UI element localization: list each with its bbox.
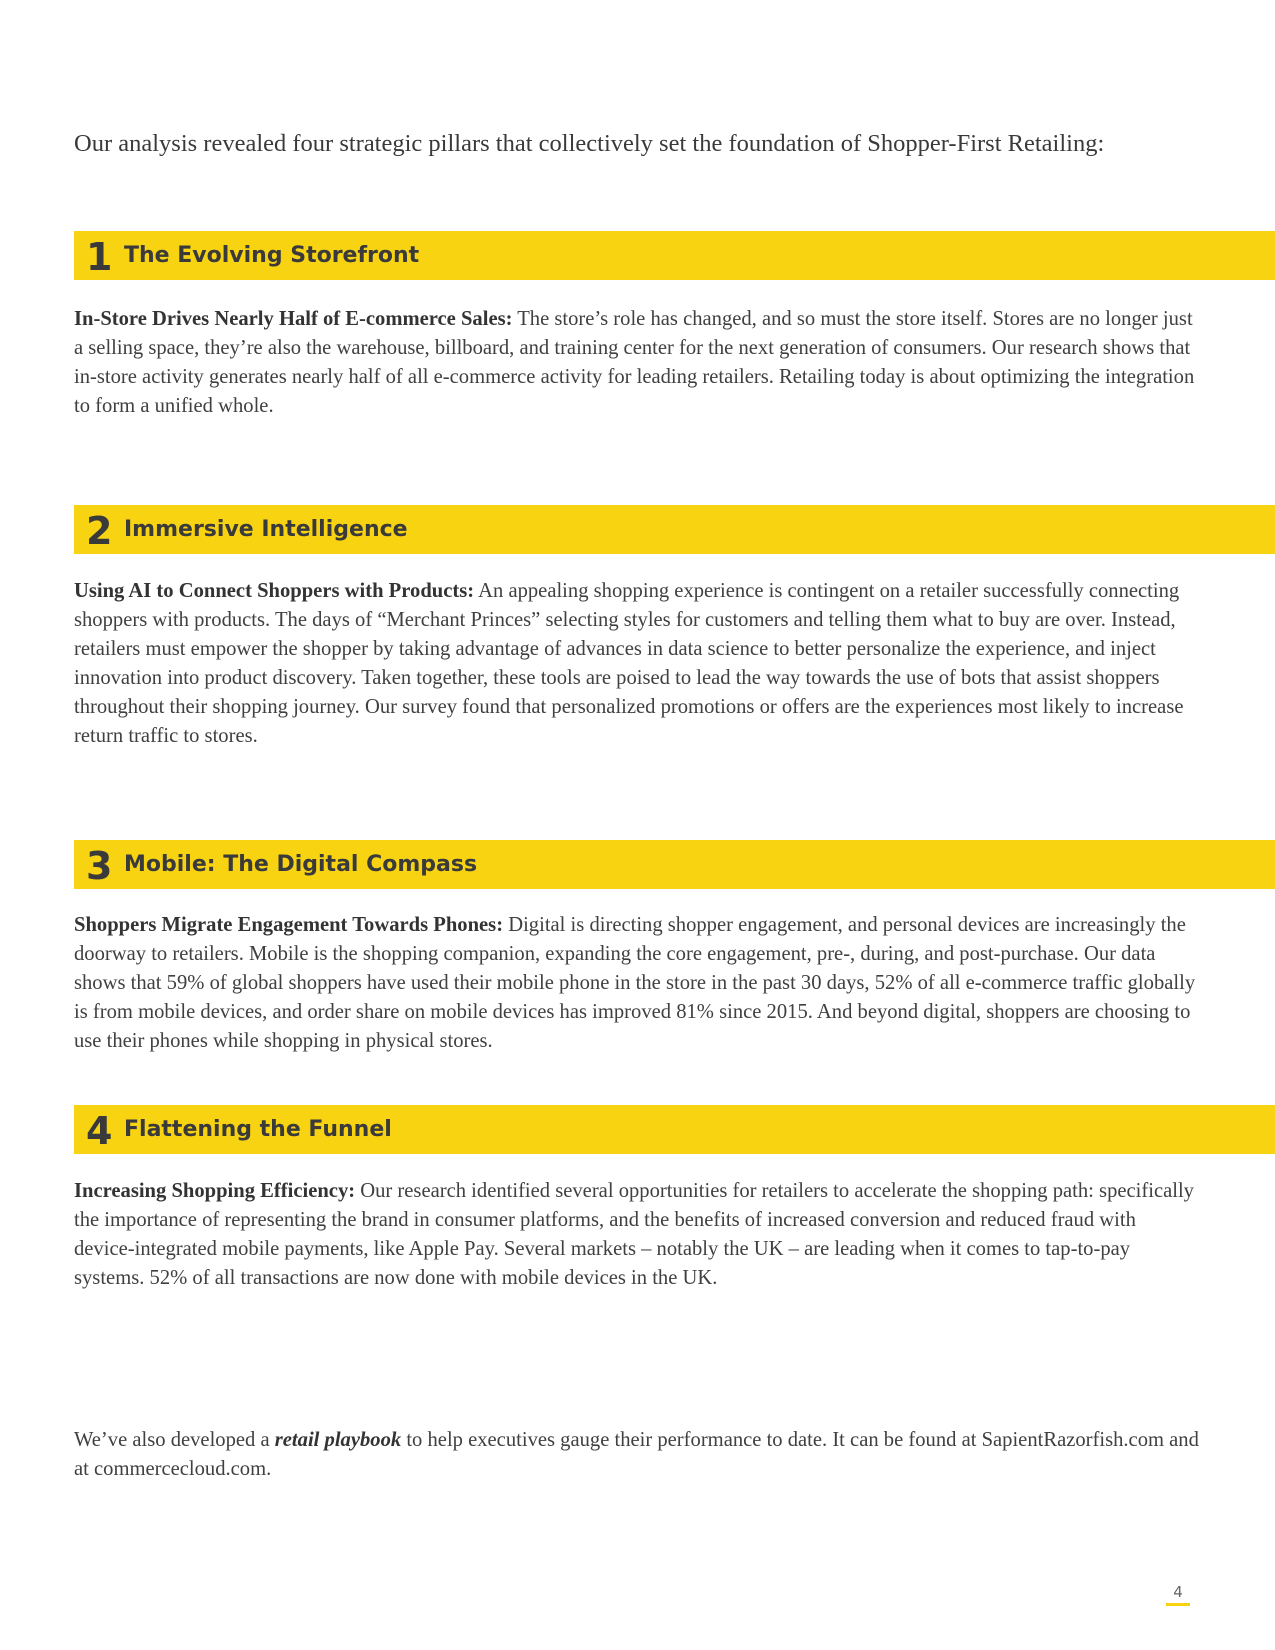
closing-text-before: We’ve also developed a — [74, 1429, 275, 1451]
pillar-text: The store’s role has changed, and so must the store itself. Stores are no longer just a selling space, they’re also the warehouse, billboard, and training center for the next generation of consumers. Our research shows that in-store activity generates nearly half of all e-commerce activity for leading retailers. Retailing today is about optimizing the integration to form a unified whole. — [74, 308, 1195, 417]
pillar-body-4 — [74, 1177, 1199, 1293]
page-number-underline — [1166, 1603, 1190, 1606]
pillar-header-3 — [74, 840, 1275, 889]
intro-paragraph: Our analysis revealed four strategic pillars that collectively set the foundation of Shopper-First Retailing: — [74, 130, 1105, 157]
closing-paragraph — [74, 1426, 1199, 1484]
pillar-number: 2 — [86, 509, 113, 553]
pillar-body-3 — [74, 911, 1199, 1056]
pillar-body-1 — [74, 305, 1199, 421]
closing-text-after: to help executives gauge their performance to date. It can be found at SapientRazorfish.com and at commercecloud.com. — [74, 1429, 1199, 1480]
pillar-lead: Shoppers Migrate Engagement Towards Phones: — [74, 914, 504, 936]
pillar-title: The Evolving Storefront — [124, 243, 420, 268]
pillar-number: 1 — [86, 235, 113, 279]
pillar-number: 4 — [86, 1109, 113, 1153]
retail-playbook-emphasis: retail playbook — [274, 1429, 402, 1451]
pillar-body-2 — [74, 577, 1199, 751]
pillar-text: Our research identified several opportunities for retailers to accelerate the shopping path: specifically the importance of representing the brand in consumer platforms, and the benefits of increased conversion and reduced fraud with device-integrated mobile payments, like Apple Pay. Several markets – notably the UK – are leading when it comes to tap-to-pay systems. 52% of all transactions are now done with mobile devices in the UK. — [74, 1180, 1194, 1289]
pillar-header-2 — [74, 505, 1275, 554]
pillar-title: Immersive Intelligence — [124, 517, 408, 542]
pillar-text: An appealing shopping experience is contingent on a retailer successfully connecting shoppers with products. The days of “Merchant Princes” selecting styles for customers and telling them what to buy are over. Instead, retailers must empower the shopper by taking advantage of advances in data science to better personalize the experience, and inject innovation into product discovery. Taken together, these tools are poised to lead the way towards the use of bots that assist shoppers throughout their shopping journey. Our survey found that personalized promotions or offers are the experiences most likely to increase return traffic to stores. — [74, 580, 1184, 747]
page-number: 4 — [1173, 1583, 1183, 1601]
pillar-header-1 — [74, 231, 1275, 280]
pillar-title: Mobile: The Digital Compass — [124, 852, 478, 877]
pillar-lead: Increasing Shopping Efficiency: — [74, 1180, 356, 1202]
pillar-text: Digital is directing shopper engagement, and personal devices are increasingly the doorway to retailers. Mobile is the shopping companion, expanding the core engagement, pre-, during, and post-purchase. Our data shows that 59% of global shoppers have used their mobile phone in the store in the past 30 days, 52% of all e-commerce traffic globally is from mobile devices, and order share on mobile devices has improved 81% since 2015. And beyond digital, shoppers are choosing to use their phones while shopping in physical stores. — [74, 914, 1196, 1052]
pillar-header-4 — [74, 1105, 1275, 1154]
pillar-lead: In-Store Drives Nearly Half of E-commerce Sales: — [74, 308, 513, 330]
pillar-title: Flattening the Funnel — [124, 1117, 392, 1142]
pillar-number: 3 — [86, 844, 113, 888]
pillar-lead: Using AI to Connect Shoppers with Products: — [74, 580, 475, 602]
